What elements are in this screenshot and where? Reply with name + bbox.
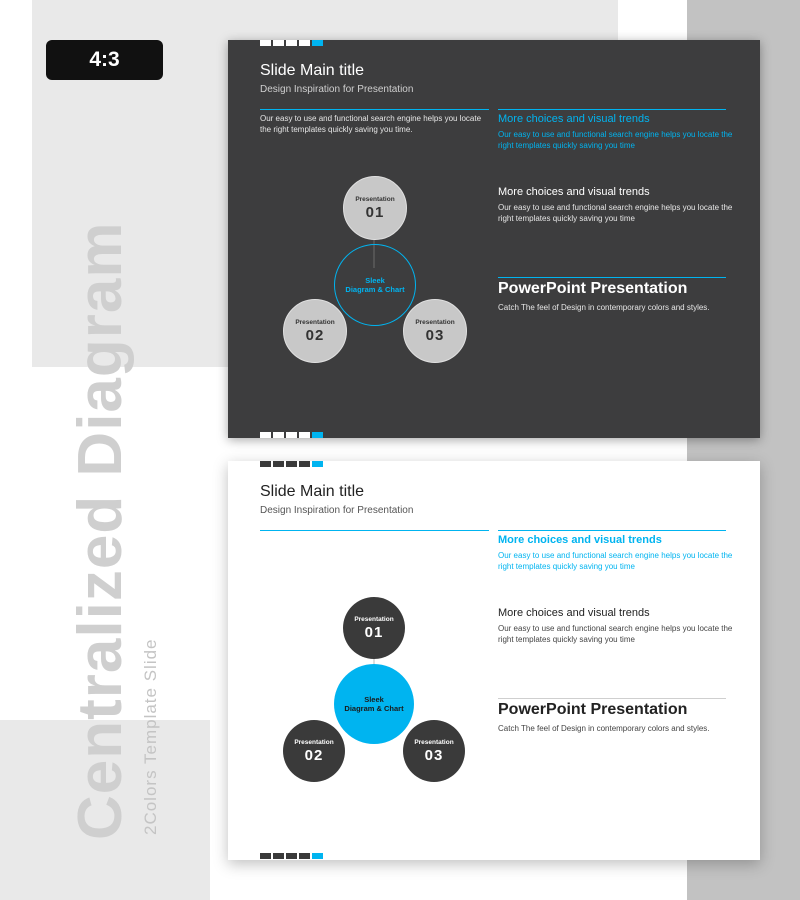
vertical-subtitle: 2Colors Template Slide [141,638,160,835]
right-block-heading: More choices and visual trends [498,534,662,546]
slide-bottom-squares [260,432,323,438]
node-number: 03 [424,746,444,764]
node-label: Presentation [295,318,335,326]
node-number: 02 [305,326,325,344]
right-block-text: Our easy to use and functional search engine helps you locate the right templates quickly saving you time [498,624,733,644]
diagram-connectors [228,461,760,860]
slide-title: Slide Main title [260,483,365,500]
slide-subtitle: Design Inspiration for Presentation [260,505,414,516]
diagram-node-03 [403,720,465,782]
background-white-right [618,0,687,40]
diagram-center-label: Sleek Diagram & Chart [345,276,405,294]
powerpoint-title: PowerPoint Presentation [498,701,688,718]
node-label: Presentation [414,738,454,746]
node-number: 02 [304,746,324,764]
ratio-badge: 4:3 [46,40,163,80]
slide-dark [228,40,760,438]
powerpoint-subtitle: Catch The feel of Design in contemporary colors and styles. [498,303,710,312]
node-number: 01 [364,623,384,641]
diagram-center [334,244,416,326]
slide-bottom-squares [260,853,323,859]
powerpoint-subtitle: Catch The feel of Design in contemporary colors and styles. [498,724,710,733]
intro-text: Our easy to use and functional search engine helps you locate the right templates quickly saving you time. [260,114,482,134]
diagram-center [334,664,414,744]
node-label: Presentation [354,615,394,623]
diagram-center-label: Sleek Diagram & Chart [344,695,404,713]
diagram-node-01 [343,176,407,240]
diagram-connectors [228,40,760,438]
diagram-node-01 [343,597,405,659]
right-block-text: Our easy to use and functional search engine helps you locate the right templates quickly saving you time [498,551,733,571]
slide-title: Slide Main title [260,62,365,79]
slide-light [228,461,760,860]
right-block-heading: More choices and visual trends [498,113,650,125]
right-block-text: Our easy to use and functional search engine helps you locate the right templates quickly saving you time [498,130,733,150]
node-number: 01 [365,203,385,221]
node-number: 03 [425,326,445,344]
diagram-node-02 [283,299,347,363]
node-label: Presentation [294,738,334,746]
right-block-heading: More choices and visual trends [498,607,650,619]
slide-subtitle: Design Inspiration for Presentation [260,84,414,95]
vertical-title: Centralized Diagram [66,221,135,840]
node-label: Presentation [355,195,395,203]
right-block-text: Our easy to use and functional search engine helps you locate the right templates quickly saving you time [498,203,733,223]
diagram-node-02 [283,720,345,782]
powerpoint-title: PowerPoint Presentation [498,280,688,297]
diagram-node-03 [403,299,467,363]
right-block-heading: More choices and visual trends [498,186,650,198]
node-label: Presentation [415,318,455,326]
